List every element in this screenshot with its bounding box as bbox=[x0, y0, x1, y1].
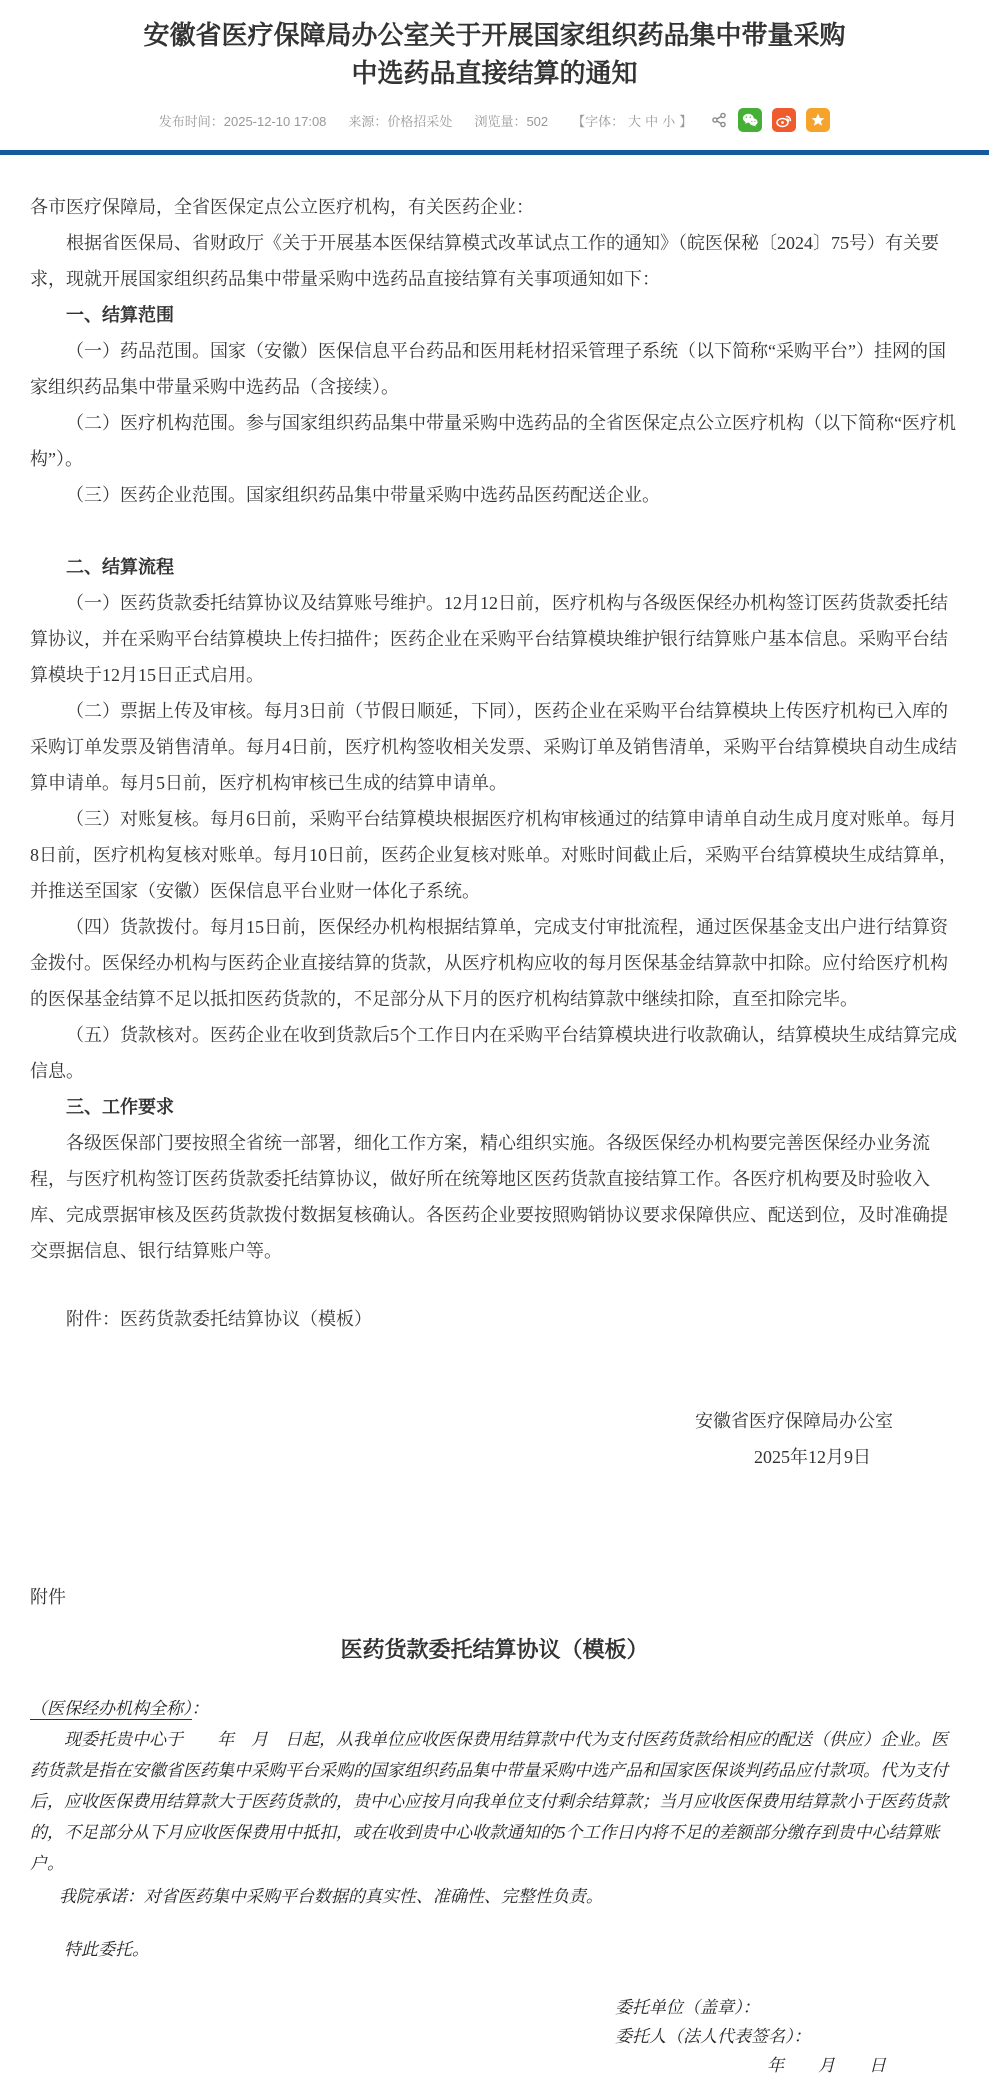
font-size-medium-button[interactable]: 中 bbox=[645, 113, 659, 129]
signature-date: 2025年12月9日 bbox=[754, 1447, 871, 1467]
salutation: 各市医疗保障局，全省医保定点公立医疗机构，有关医药企业： bbox=[30, 197, 534, 217]
view-count: 浏览量：502 bbox=[474, 113, 549, 129]
section-3-heading: 三、工作要求 bbox=[66, 1097, 174, 1117]
source: 来源：价格招采处 bbox=[348, 113, 453, 129]
attachment-title: 医药货款委托结算协议（模板） bbox=[340, 1637, 649, 1662]
section-2-item-4: （四）货款拨付。每月15日前，医保经办机构根据结算单，完成支付审批流程，通过医保基金支出户进行结算资金拨付。医保经办机构与医药企业直接结算的货款，从医疗机构应收的每月医保基金结算款中扣除。应付给医疗机构的医保基金结算不足以抵扣医药货款的，不足部分从下月的医疗机构结算款中继续扣除，直至扣除完毕。 bbox=[30, 917, 948, 1009]
sign-date-line: 年 月 日 bbox=[767, 2056, 886, 2075]
sign-person-line: 委托人（法人代表签名）： bbox=[615, 2027, 811, 2046]
attachment-body bbox=[30, 1694, 959, 2080]
section-2-item-3: （三）对账复核。每月6日前，采购平台结算模块根据医疗机构审核通过的结算申请单自动生成月度对账单。每月8日前，医疗机构复核对账单。每月10日前，医药企业复核对账单。对账时间截止后，采购平台结算模块生成结算单，并推送至国家（安徽）医保信息平台业财一体化子系统。 bbox=[30, 809, 957, 901]
page-title-line1: 安徽省医疗保障局办公室关于开展国家组织药品集中带量采购 bbox=[143, 20, 846, 50]
signature-org: 安徽省医疗保障局办公室 bbox=[695, 1411, 893, 1431]
section-3-body: 各级医保部门要按照全省统一部署，细化工作方案，精心组织实施。各级医保经办机构要完善医保经办业务流程，与医疗机构签订医药货款委托结算协议，做好所在统筹地区医药货款直接结算工作。各医疗机构要及时验收入库、完成票据审核及医药货款拨付数据复核确认。各医药企业要按照购销协议要求保障供应、配送到位，及时准确提交票据信息、银行结算账户等。 bbox=[30, 1133, 948, 1261]
font-size-large-button[interactable]: 大 bbox=[628, 113, 642, 129]
attachment-paragraph: 现委托贵中心于 年 月 日起，从我单位应收医保费用结算款中代为支付医药货款给相应的配送（供应）企业。医药货款是指在安徽省医药集中采购平台采购的国家组织药品集中带量采购中选产品和国家医保谈判药品应付款项。代为支付后，应收医保费用结算款大于医药货款的，贵中心应按月向我单位支付剩余结算款；当月应收医保费用结算款小于医药货款的，不足部分从下月应收医保费用中抵扣，或在收到贵中心收款通知的5个工作日内将不足的差额部分缴存到贵中心结算账户。 bbox=[30, 1730, 948, 1873]
page-title-line2: 中选药品直接结算的通知 bbox=[351, 58, 638, 88]
section-2-item-1: （一）医药货款委托结算协议及结算账号维护。12月12日前，医疗机构与各级医保经办机构签订医药货款委托结算协议，并在采购平台结算模块上传扫描件；医药企业在采购平台结算模块维护银行结算账户基本信息。采购平台结算模块于12月15日正式启用。 bbox=[30, 593, 948, 685]
addressee-colon: ： bbox=[191, 1699, 209, 1718]
attachment-promise: 我院承诺：对省医药集中采购平台数据的真实性、准确性、完整性负责。 bbox=[58, 1887, 603, 1906]
notice-body bbox=[0, 189, 989, 1475]
font-size-small-button[interactable]: 小 bbox=[662, 113, 676, 129]
section-2-item-2: （二）票据上传及审核。每月3日前（节假日顺延，下同），医药企业在采购平台结算模块上传医疗机构已入库的采购订单发票及销售清单。每月4日前，医疗机构签收相关发票、采购订单及销售清单，采购平台结算模块自动生成结算申请单。每月5日前，医疗机构审核已生成的结算申请单。 bbox=[30, 701, 957, 793]
section-1-item-1: （一）药品范围。国家（安徽）医保信息平台药品和医用耗材招采管理子系统（以下简称“采购平台”）挂网的国家组织药品集中带量采购中选药品（含接续）。 bbox=[30, 341, 946, 397]
intro-paragraph: 根据省医保局、省财政厅《关于开展基本医保结算模式改革试点工作的通知》（皖医保秘〔2024〕75号）有关要求，现就开展国家组织药品集中带量采购中选药品直接结算有关事项通知如下： bbox=[30, 233, 939, 289]
attachment-signature bbox=[30, 1993, 959, 2080]
attachment-addressee bbox=[30, 1694, 959, 1724]
section-2-heading: 二、结算流程 bbox=[66, 557, 174, 577]
meta-row bbox=[0, 108, 989, 132]
section-1-heading: 一、结算范围 bbox=[66, 305, 174, 325]
share-icon[interactable] bbox=[710, 111, 728, 129]
page-title bbox=[0, 16, 989, 92]
font-size-switch bbox=[570, 111, 694, 130]
attachment-section bbox=[0, 1583, 989, 2080]
document-header bbox=[0, 0, 989, 155]
sign-unit-line: 委托单位（盖章）： bbox=[615, 1998, 760, 2017]
addressee-blank: （医保经办机构全称） bbox=[30, 1699, 192, 1718]
font-switch-open: 【字体： bbox=[572, 113, 625, 129]
section-1-item-3: （三）医药企业范围。国家组织药品集中带量采购中选药品医药配送企业。 bbox=[66, 485, 660, 505]
signature-block bbox=[30, 1403, 959, 1475]
attachment-reference: 附件：医药货款委托结算协议（模板） bbox=[66, 1309, 372, 1329]
font-switch-close: 】 bbox=[679, 113, 693, 129]
section-2-item-5: （五）货款核对。医药企业在收到货款后5个工作日内在采购平台结算模块进行收款确认，结算模块生成结算完成信息。 bbox=[30, 1025, 957, 1081]
attachment-closing: 特此委托。 bbox=[64, 1940, 149, 1959]
publish-time: 发布时间：2025-12-10 17:08 bbox=[158, 113, 327, 129]
favorite-star-icon[interactable] bbox=[806, 108, 830, 132]
wechat-icon[interactable] bbox=[738, 108, 762, 132]
attachment-label: 附件 bbox=[30, 1587, 66, 1607]
header-divider bbox=[0, 150, 989, 155]
section-1-item-2: （二）医疗机构范围。参与国家组织药品集中带量采购中选药品的全省医保定点公立医疗机构（以下简称“医疗机构”）。 bbox=[30, 413, 956, 469]
weibo-icon[interactable] bbox=[772, 108, 796, 132]
